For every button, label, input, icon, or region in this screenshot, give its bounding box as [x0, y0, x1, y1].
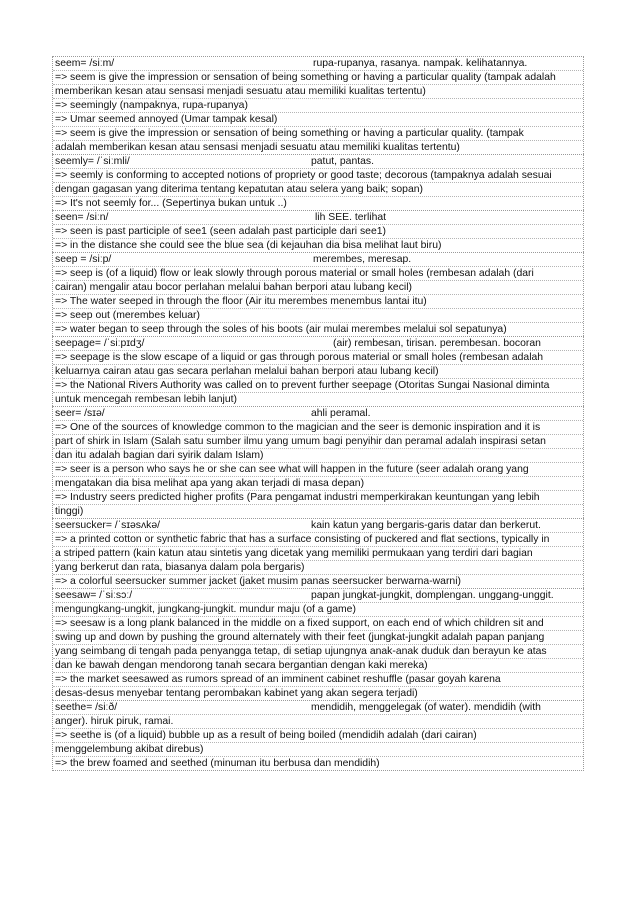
headword-meaning: lih SEE. terlihat [315, 212, 387, 223]
entry-line: mengatakan dia bisa melihat apa yang akan terjadi di masa depan) [53, 477, 583, 491]
entry-line: => Umar seemed annoyed (Umar tampak kesal) [53, 113, 583, 127]
entry-line: cairan) mengalir atau bocor perlahan melalui bahan berpori atau lubang kecil) [53, 281, 583, 295]
entry-line: => seep is (of a liquid) flow or leak slowly through porous material or small holes (rembesan adalah (dari [53, 267, 583, 281]
entry-line: => a printed cotton or synthetic fabric that has a surface consisting of puckered and flat sections, typically in [53, 533, 583, 547]
headword: seepage= /ˈsiːpɪdʒ/ [55, 338, 145, 349]
entry-headline [53, 701, 583, 715]
meaning-continuation: anger). hiruk piruk, ramai. [53, 715, 583, 729]
headword-meaning: mendidih, menggelegak (of water). mendidih (with [311, 702, 541, 713]
headword: seen= /siːn/ [55, 212, 109, 223]
entry-headline [53, 155, 583, 169]
headword: seer= /sɪə/ [55, 408, 105, 419]
entry-line: memberikan kesan atau sensasi menjadi sesuatu atau memiliki kualitas tertentu) [53, 85, 583, 99]
dictionary-entry [52, 336, 584, 406]
dictionary-entry [52, 406, 584, 518]
entry-line: => the market seesawed as rumors spread of an imminent cabinet reshuffle (pasar goyah karena [53, 673, 583, 687]
entry-line: => seem is give the impression or sensation of being something or having a particular quality (tampak adalah [53, 71, 583, 85]
entry-line: menggelembung akibat direbus) [53, 743, 583, 757]
entry-line: dengan gagasan yang diterima tentang kepatutan atau selera yang baik; sopan) [53, 183, 583, 197]
headword-meaning: merembes, meresap. [313, 254, 412, 265]
dictionary-entry [52, 700, 584, 771]
entry-line: => seesaw is a long plank balanced in the middle on a fixed support, on each end of which children sit and [53, 617, 583, 631]
entry-line: untuk mencegah rembesan lebih lanjut) [55, 394, 237, 405]
entry-line: adalah memberikan kesan atau sensasi menjadi sesuatu atau memiliki kualitas tertentu) [55, 142, 460, 153]
dictionary-entry [52, 56, 584, 154]
entry-line: yang seimbang di tengah pada penyangga tetap, di setiap ujungnya anak-anak duduk dan berayun ke atas [53, 645, 583, 659]
headword: seersucker= /ˈsɪəsʌkə/ [55, 520, 161, 531]
entry-line: a striped pattern (kain katun atau sintetis yang dicetak yang memiliki permukaan yang terdiri dari bagian [53, 547, 583, 561]
headword-meaning: ahli peramal. [311, 408, 371, 419]
entry-headline [53, 337, 583, 351]
entry-headline [53, 211, 583, 225]
entry-line: => in the distance she could see the blue sea (di kejauhan dia bisa melihat laut biru) [55, 240, 442, 251]
entry-line: desas-desus menyebar tentang perombakan kabinet yang akan segera terjadi) [55, 688, 418, 699]
headword-meaning: patut, pantas. [311, 156, 374, 167]
dictionary-page [52, 56, 584, 771]
dictionary-entry [52, 154, 584, 210]
entry-line: => seepage is the slow escape of a liquid or gas through porous material or small holes (rembesan adalah [53, 351, 583, 365]
entry-line: part of shirk in Islam (Salah satu sumber ilmu yang umum bagi penyihir dan peramal adalah inspirasi setan [53, 435, 583, 449]
entry-line: => seen is past participle of see1 (seen adalah past participle dari see1) [53, 225, 583, 239]
entry-line: tinggi) [55, 506, 84, 517]
entry-headline [53, 253, 583, 267]
entry-line: => It's not seemly for... (Sepertinya bukan untuk ..) [55, 198, 287, 209]
entry-line: => The water seeped in through the floor (Air itu merembes menembus lantai itu) [53, 295, 583, 309]
headword: seethe= /siːð/ [55, 702, 118, 713]
meaning-continuation: mengungkang-ungkit, jungkang-jungkit. mundur maju (of a game) [53, 603, 583, 617]
entry-line: => One of the sources of knowledge common to the magician and the seer is demonic inspiration and it is [53, 421, 583, 435]
entry-line: => water began to seep through the soles of his boots (air mulai merembes melalui sol sepatunya) [55, 324, 507, 335]
entry-line: dan ke bawah dengan mendorong tanah secara bergantian dengan kaki mereka) [53, 659, 583, 673]
headword-meaning: kain katun yang bergaris-garis datar dan berkerut. [311, 520, 541, 531]
entry-line: => a colorful seersucker summer jacket (jaket musim panas seersucker berwarna-warni) [55, 576, 461, 587]
entry-line: => Industry seers predicted higher profits (Para pengamat industri memperkirakan keuntungan yang lebih [53, 491, 583, 505]
dictionary-entry [52, 210, 584, 252]
entry-headline [53, 589, 583, 603]
entry-line: yang berkerut dan rata, biasanya dalam pola bergaris) [53, 561, 583, 575]
entry-line: => seemly is conforming to accepted notions of propriety or good taste; decorous (tampaknya adalah sesuai [53, 169, 583, 183]
entry-headline [53, 407, 583, 421]
headword-meaning: papan jungkat-jungkit, domplengan. unggang-unggit. [311, 590, 554, 601]
headword-meaning: (air) rembesan, tirisan. perembesan. bocoran [333, 338, 541, 349]
entry-line: => seemingly (nampaknya, rupa-rupanya) [53, 99, 583, 113]
headword: seep = /siːp/ [55, 254, 112, 265]
entry-line: swing up and down by pushing the ground alternately with their feet (jungkat-jungkit adalah papan panjang [53, 631, 583, 645]
headword: seemly= /ˈsiːmli/ [55, 156, 130, 167]
entry-line: => the National Rivers Authority was called on to prevent further seepage (Otoritas Sungai Nasional diminta [53, 379, 583, 393]
entry-line: dan itu adalah bagian dari syirik dalam Islam) [53, 449, 583, 463]
headword: seem= /siːm/ [55, 58, 115, 69]
entry-headline [53, 519, 583, 533]
dictionary-entry [52, 518, 584, 588]
headword-meaning: rupa-rupanya, rasanya. nampak. kelihatannya. [313, 58, 528, 69]
entry-headline [53, 57, 583, 71]
entry-line: => the brew foamed and seethed (minuman itu berbusa dan mendidih) [55, 758, 380, 769]
entry-line: => seethe is (of a liquid) bubble up as a result of being boiled (mendidih adalah (dari cairan) [53, 729, 583, 743]
dictionary-entry [52, 252, 584, 336]
entry-line: => seep out (merembes keluar) [53, 309, 583, 323]
headword: seesaw= /ˈsiːsɔː/ [55, 590, 133, 601]
dictionary-entry [52, 588, 584, 700]
entry-line: => seer is a person who says he or she can see what will happen in the future (seer adalah orang yang [53, 463, 583, 477]
entry-line: keluarnya cairan atau gas secara perlahan melalui bahan berpori atau lubang kecil) [53, 365, 583, 379]
entry-line: => seem is give the impression or sensation of being something or having a particular quality. (tampak [53, 127, 583, 141]
